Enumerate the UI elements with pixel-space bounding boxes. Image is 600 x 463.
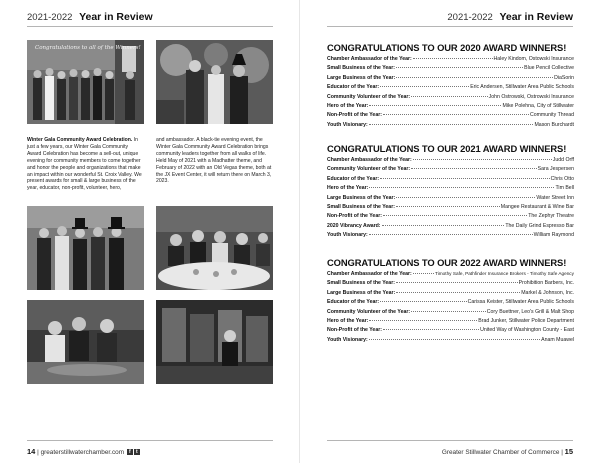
photo-caption: Congratulations to all of the Winners!: [35, 45, 141, 51]
facebook-icon[interactable]: f: [127, 449, 133, 455]
page-number: 14: [27, 447, 36, 456]
award-row: [327, 75, 574, 84]
award-winner: Water Street Inn: [536, 194, 574, 201]
awards-2022-list: [327, 271, 574, 346]
award-label: Small Business of the Year:: [327, 203, 395, 210]
award-row: [327, 112, 574, 121]
award-row: [327, 195, 574, 204]
award-winner: Blue Pencil Collective: [524, 65, 574, 72]
award-winner: Markel & Johnson, Inc.: [521, 289, 574, 296]
award-winner: Cory Buettner, Leo's Grill & Malt Shop: [486, 308, 574, 315]
page-number: 15: [564, 447, 573, 456]
awards-2020-list: [327, 56, 574, 131]
header-rule: [327, 26, 573, 27]
award-winner: Chris Otto: [550, 175, 574, 182]
award-label: Educator of the Year:: [327, 175, 380, 182]
award-row: [327, 204, 574, 213]
award-label: 2020 Vibrancy Award:: [327, 222, 381, 229]
award-label: Educator of the Year:: [327, 299, 380, 306]
article-text-2: and ambassador. A black-tie evening event, the Winter Gala Community Award Celebration brings community leaders together from all walks of life. Held May of 2021 with a Madhatter theme, and February of 2022 with an Old Vegas theme, both at the JX Event Center, it will return there on March 3, 2023.: [156, 137, 272, 185]
award-row: [327, 56, 574, 65]
award-winner: Haley Kindom, Ostowski Insurance: [493, 56, 574, 62]
award-winner: Mangee Restaurant & Wine Bar: [500, 203, 574, 210]
photo-madhatter-costumes: [156, 40, 273, 124]
award-label: Large Business of the Year:: [327, 74, 396, 81]
award-winner: Mason Burchardt: [534, 121, 574, 128]
left-page-header: [27, 11, 153, 23]
award-label: Small Business of the Year:: [327, 280, 395, 287]
header-year: 2021-2022: [27, 12, 73, 23]
award-winner: Mike Polehna, City of Stillwater: [502, 102, 574, 109]
header-rule: [27, 26, 273, 27]
award-label: Community Volunteer of the Year:: [327, 93, 411, 100]
award-label: Youth Visionary:: [327, 232, 368, 239]
award-row: [327, 232, 574, 241]
award-winner: Community Thread: [529, 112, 574, 119]
award-winner: DiaSorin: [554, 74, 574, 81]
award-winner: Judd Orff: [552, 157, 574, 163]
award-row: [327, 309, 574, 318]
award-row: [327, 271, 574, 280]
award-winner: Carissa Keister, Stillwater Area Public Schools: [467, 299, 574, 306]
award-label: Youth Visionary:: [327, 121, 368, 128]
award-winner: The Daily Grind Espresso Bar: [505, 222, 574, 229]
award-winner: United Way of Washington County - East: [480, 327, 574, 334]
footer-rule: [27, 440, 273, 441]
award-row: [327, 157, 574, 166]
footer-org: Greater Stillwater Chamber of Commerce: [441, 449, 560, 456]
award-label: Hero of the Year:: [327, 185, 369, 192]
award-row: [327, 337, 574, 346]
award-row: [327, 103, 574, 112]
twitter-icon[interactable]: t: [134, 449, 140, 455]
award-row: [327, 84, 574, 93]
award-row: [327, 94, 574, 103]
award-winner: Sara Jespersen: [537, 166, 574, 173]
award-label: Non-Profit of the Year:: [327, 327, 382, 334]
award-label: Chamber Ambassador of the Year:: [327, 271, 412, 277]
award-row: [327, 299, 574, 308]
awards-2021-list: [327, 157, 574, 242]
award-row: [327, 280, 574, 289]
award-label: Chamber Ambassador of the Year:: [327, 157, 412, 163]
award-row: [327, 290, 574, 299]
award-label: Chamber Ambassador of the Year:: [327, 56, 412, 62]
award-label: Large Business of the Year:: [327, 289, 396, 296]
award-label: Non-Profit of the Year:: [327, 213, 382, 220]
photo-stage-performer: [156, 300, 273, 384]
award-winner: William Raymond: [533, 232, 574, 239]
awards-2020-heading: CONGRATULATIONS TO OUR 2020 AWARD WINNERS!: [327, 42, 567, 53]
award-row: [327, 223, 574, 232]
award-label: Educator of the Year:: [327, 84, 380, 91]
award-row: [327, 213, 574, 222]
article-lead: Winter Gala Community Award Celebration.: [27, 137, 133, 143]
header-year: 2021-2022: [447, 12, 493, 23]
award-winner: Anam Muawel: [541, 336, 574, 343]
footer-url[interactable]: greaterstillwaterchamber.com: [40, 449, 125, 456]
photo-gala-group-winners: [27, 40, 144, 124]
left-footer: 14 | greaterstillwaterchamber.com f t: [27, 447, 140, 456]
footer-rule: [327, 440, 573, 441]
award-label: Community Volunteer of the Year:: [327, 308, 411, 315]
awards-2021-heading: CONGRATULATIONS TO OUR 2021 AWARD WINNERS!: [327, 143, 567, 154]
award-label: Large Business of the Year:: [327, 194, 396, 201]
article-column-2: [156, 137, 272, 185]
award-winner: Brad Junker, Stillwater Police Department: [478, 317, 574, 324]
right-page: [300, 0, 600, 463]
photo-tophat-group: [27, 206, 144, 290]
award-row: [327, 327, 574, 336]
award-winner: Eric Andersen, Stillwater Area Public Schools: [470, 84, 574, 91]
award-label: Youth Visionary:: [327, 336, 368, 343]
award-label: Hero of the Year:: [327, 102, 369, 109]
award-row: [327, 65, 574, 74]
award-row: [327, 185, 574, 194]
award-row: [327, 166, 574, 175]
article-column-1: [27, 137, 143, 192]
header-title: Year in Review: [499, 11, 573, 23]
right-page-header: [447, 11, 573, 23]
award-label: Hero of the Year:: [327, 317, 369, 324]
award-label: Community Volunteer of the Year:: [327, 166, 411, 173]
header-title: Year in Review: [79, 11, 153, 23]
article-text-1: In just a few years, our Winter Gala Community Award Celebration has become a sell-out, unique evening for community members to come together and honor the people and organizations that make an impact within our wonderful St. Croix Valley. We present awards for small & large business of the year, educator, non-profit, volunteer, hero,: [27, 137, 142, 192]
award-row: [327, 122, 574, 131]
photo-dinner-table: [156, 206, 273, 290]
award-winner: The Zephyr Theatre: [528, 213, 574, 220]
award-winner: John Ostrowski, Ostrowski Insurance: [488, 93, 574, 100]
award-label: Non-Profit of the Year:: [327, 112, 382, 119]
award-winner: Timothy Safe, Pathfinder Insurance Brokers - Timothy Safe Agency: [435, 271, 574, 276]
right-footer: Greater Stillwater Chamber of Commerce | 15: [441, 447, 573, 456]
award-winner: Tim Bell: [555, 185, 574, 192]
awards-2022-heading: CONGRATULATIONS TO OUR 2022 AWARD WINNERS!: [327, 257, 567, 268]
award-label: Small Business of the Year:: [327, 65, 395, 72]
award-row: [327, 176, 574, 185]
award-row: [327, 318, 574, 327]
photo-casino-night: [27, 300, 144, 384]
award-winner: Prohibition Barbers, Inc.: [518, 280, 574, 287]
